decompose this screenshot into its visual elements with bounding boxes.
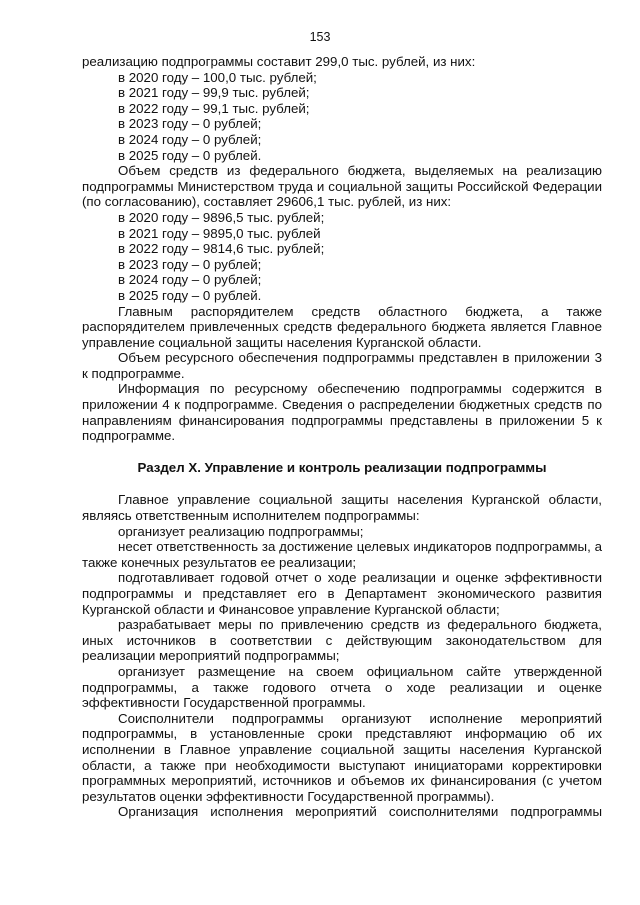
duty-item: разрабатывает меры по привлечению средств из федерального бюджета, иных источников в соответствии с действующим законодательством для реализации мероприятий подпрограммы;	[82, 617, 602, 664]
resource-volume-paragraph: Объем ресурсного обеспечения подпрограммы представлен в приложении 3 к подпрограмме.	[82, 350, 602, 381]
page-number: 153	[309, 30, 331, 44]
list-item: в 2023 году – 0 рублей;	[118, 116, 262, 132]
list-item: в 2021 году – 99,9 тыс. рублей;	[118, 85, 310, 101]
list-item: в 2022 году – 99,1 тыс. рублей;	[118, 100, 310, 116]
list-item: в 2025 году – 0 рублей.	[118, 147, 262, 163]
intro-line: реализацию подпрограммы составит 299,0 тыс. рублей, из них:	[82, 54, 476, 69]
resource-info-paragraph: Информация по ресурсному обеспечению подпрограммы содержится в приложении 4 к подпрограмме. Сведения о распределении бюджетных средств по направлениям финансирования подпрограммы представлены в приложении 5 к подпрограмме.	[82, 381, 602, 444]
page-content	[82, 54, 602, 820]
duty-item: организует реализацию подпрограммы;	[118, 523, 364, 539]
list-item: в 2024 году – 0 рублей;	[118, 272, 262, 288]
last-line: Организация исполнения мероприятий соисполнителями подпрограммы	[118, 804, 602, 820]
duties-list	[82, 524, 602, 711]
federal-funding-list	[82, 210, 602, 304]
list-item: в 2023 году – 0 рублей;	[118, 256, 262, 272]
list-item: в 2021 году – 9895,0 тыс. рублей	[118, 225, 321, 241]
federal-budget-paragraph: Объем средств из федерального бюджета, выделяемых на реализацию подпрограммы Министерством труда и социальной защиты Российской Федерации (по согласованию), составляет 29606,1 тыс. рублей, из них:	[82, 163, 602, 210]
coexecutors-paragraph: Соисполнители подпрограммы организуют исполнение мероприятий подпрограммы, в установленные сроки представляют информацию об их исполнении в Главное управление социальной защиты населения Курганской области, а также при необходимости выступают инициаторами корректировки программных мероприятий, источников и объемов их финансирования (с учетом результатов оценки эффективности Государственной программы).	[82, 710, 602, 804]
list-item: в 2020 году – 100,0 тыс. рублей;	[118, 69, 317, 85]
list-item: в 2022 году – 9814,6 тыс. рублей;	[118, 241, 325, 257]
section-heading: Раздел X. Управление и контроль реализации подпрограммы	[137, 459, 547, 475]
section-intro-paragraph: Главное управление социальной защиты населения Курганской области, являясь ответственным исполнителем подпрограммы:	[82, 492, 602, 524]
duty-item: несет ответственность за достижение целевых индикаторов подпрограммы, а также конечных результатов ее реализации;	[82, 539, 602, 570]
duty-item: подготавливает годовой отчет о ходе реализации и оценке эффективности подпрограммы и представляет его в Департамент экономического развития Курганской области и Финансовое управление Курганской области;	[82, 570, 602, 617]
main-manager-paragraph: Главным распорядителем средств областного бюджета, а также распорядителем привлеченных средств федерального бюджета является Главное управление социальной защиты населения Курганской области.	[82, 303, 602, 350]
duty-item: организует размещение на своем официальном сайте утвержденной подпрограммы, а также годового отчета о ходе реализации и оценке эффективности Государственной программы.	[82, 663, 602, 711]
list-item: в 2025 году – 0 рублей.	[118, 287, 262, 303]
list-item: в 2024 году – 0 рублей;	[118, 131, 262, 147]
list-item: в 2020 году – 9896,5 тыс. рублей;	[118, 209, 325, 225]
regional-funding-list	[82, 70, 602, 164]
